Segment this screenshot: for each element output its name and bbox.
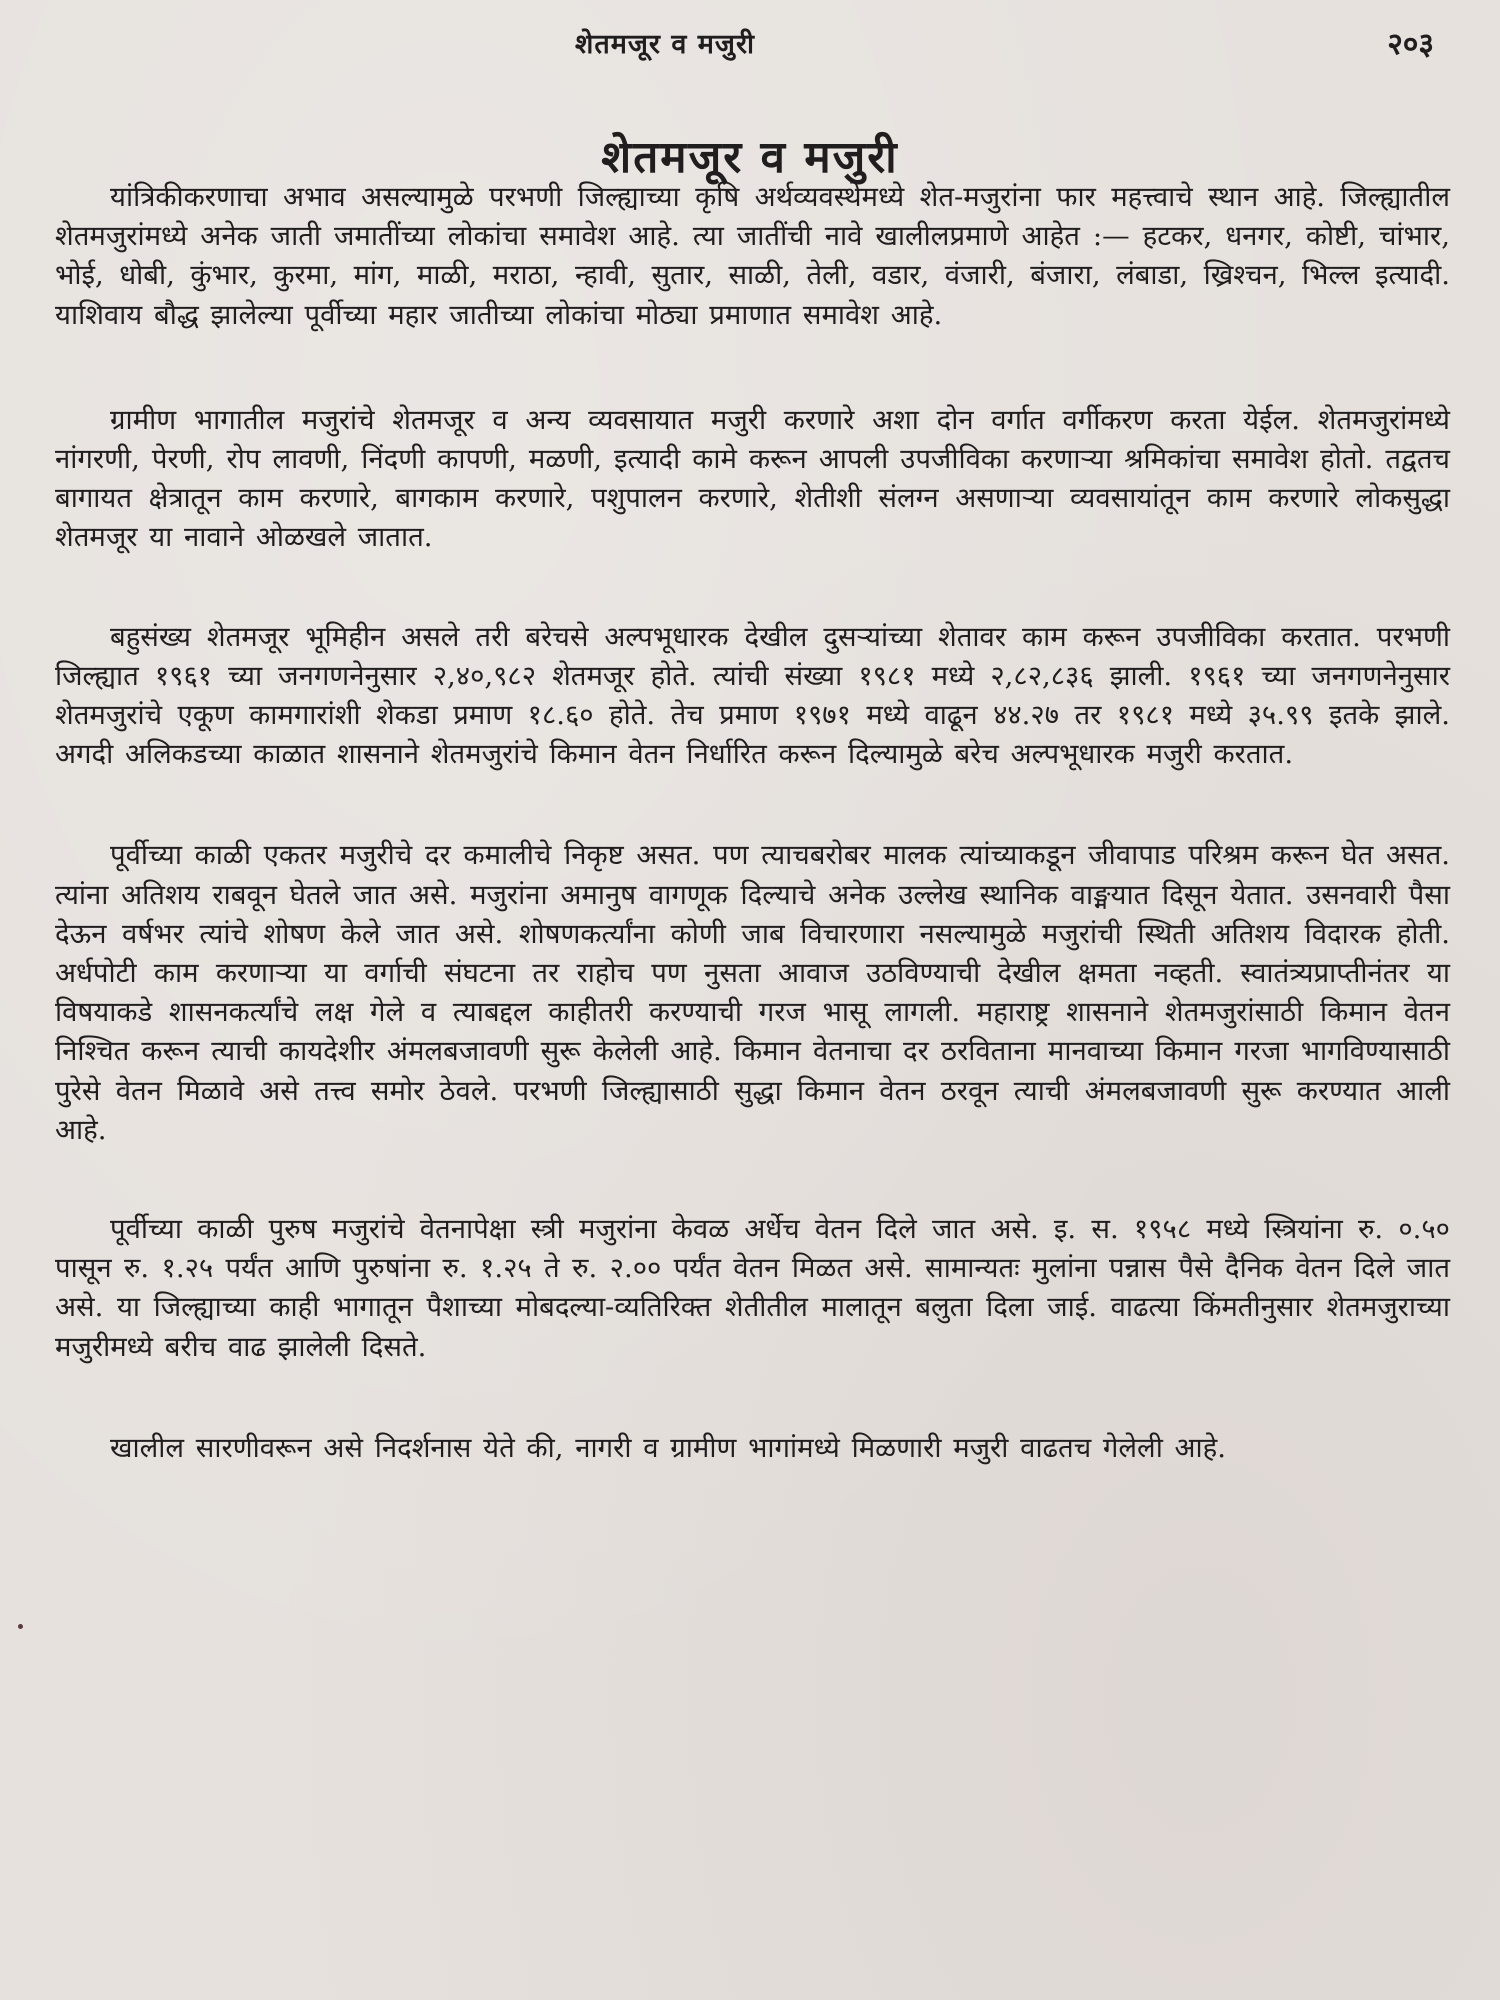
paragraph-1: यांत्रिकीकरणाचा अभाव असल्यामुळे परभणी जिल्ह्याच्या कृषि अर्थव्यवस्थेमध्ये शेत-मजुरांना फार महत्त्वाचे स्थान आहे. जिल्ह्यातील शेतमजुरांमध्ये अनेक जाती जमातींच्या लोकांचा समावेश आहे. त्या जातींची नावे खालीलप्रमाणे आहेत :— हटकर, धनगर, कोष्टी, चांभार, भोई, धोबी, कुंभार, कुरमा, मांग, माळी, मराठा, न्हावी, सुतार, साळी, तेली, वडार, वंजारी, बंजारा, लंबाडा, ख्रिश्चन, भिल्ल इत्यादी. याशिवाय बौद्ध झालेल्या पूर्वीच्या महार जातीच्या लोकांचा मोठ्या प्रमाणात समावेश आहे. bbox=[55, 181, 1450, 331]
paragraph-5: पूर्वीच्या काळी पुरुष मजुरांचे वेतनापेक्षा स्त्री मजुरांना केवळ अर्धेच वेतन दिले जात असे. इ. स. १९५८ मध्ये स्त्रियांना रु. ०.५० पासून रु. १.२५ पर्यंत आणि पुरुषांना रु. १.२५ ते रु. २.०० पर्यंत वेतन मिळत असे. सामान्यतः मुलांना पन्नास पैसे दैनिक वेतन दिले जात असे. या जिल्ह्याच्या काही भागातून पैशाच्या मोबदल्या-व्यतिरिक्त शेतीतील मालातून बलुता दिला जाई. वाढत्या किंमतीनुसार शेतमजुराच्या मजुरीमध्ये बरीच वाढ झालेली दिसते. bbox=[55, 1213, 1450, 1363]
paragraph-4: पूर्वीच्या काळी एकतर मजुरीचे दर कमालीचे निकृष्ट असत. पण त्याचबरोबर मालक त्यांच्याकडून जीवापाड परिश्रम करून घेत असत. त्यांना अतिशय राबवून घेतले जात असे. मजुरांना अमानुष वागणूक दिल्याचे अनेक उल्लेख स्थानिक वाङ्मयात दिसून येतात. उसनवारी पैसा देऊन वर्षभर त्यांचे शोषण केले जात असे. शोषणकर्त्यांना कोणी जाब विचारणारा नसल्यामुळे मजुरांची स्थिती अतिशय विदारक होती. अर्धपोटी काम करणाऱ्या या वर्गाची संघटना तर राहोच पण नुसता आवाज उठविण्याची देखील क्षमता नव्हती. स्वातंत्र्यप्राप्तीनंतर या विषयाकडे शासनकर्त्यांचे लक्ष गेले व त्याबद्दल काहीतरी करण्याची गरज भासू लागली. महाराष्ट्र शासनाने शेतमजुरांसाठी किमान वेतन निश्चित करून त्याची कायदेशीर अंमलबजावणी सुरू केलेली आहे. किमान वेतनाचा दर ठरविताना मानवाच्या किमान गरजा भागविण्यासाठी पुरेसे वेतन मिळावे असे तत्त्व समोर ठेवले. परभणी जिल्ह्यासाठी सुद्धा किमान वेतन ठरवून त्याची अंमलबजावणी सुरू करण्यात आली आहे. bbox=[55, 839, 1450, 1146]
running-header bbox=[0, 18, 1500, 68]
ink-speck bbox=[18, 1624, 23, 1629]
paragraph-6: खालील सारणीवरून असे निदर्शनास येते की, नागरी व ग्रामीण भागांमध्ये मिळणारी मजुरी वाढतच गेलेली आहे. bbox=[110, 1431, 1227, 1464]
page-title: शेतमजूर व मजुरी bbox=[601, 132, 899, 184]
body-text bbox=[55, 178, 1450, 1526]
paragraph-3: बहुसंख्य शेतमजूर भूमिहीन असले तरी बरेचसे अल्पभूधारक देखील दुसऱ्यांच्या शेतावर काम करून उपजीविका करतात. परभणी जिल्ह्यात १९६१ च्या जनगणनेनुसार २,४०,९८२ शेतमजूर होते. त्यांची संख्या १९८१ मध्ये २,८२,८३६ झाली. १९६१ च्या जनगणनेनुसार शेतमजुरांचे एकूण कामगारांशी शेकडा प्रमाण १८.६० होते. तेच प्रमाण १९७१ मध्ये वाढून ४४.२७ तर १९८१ मध्ये ३५.९९ इतके झाले. अगदी अलिकडच्या काळात शासनाने शेतमजुरांचे किमान वेतन निर्धारित करून दिल्यामुळे बरेच अल्पभूधारक मजुरी करतात. bbox=[55, 620, 1450, 771]
running-title: शेतमजूर व मजुरी bbox=[575, 29, 756, 60]
paragraph-2: ग्रामीण भागातील मजुरांचे शेतमजूर व अन्य व्यवसायात मजुरी करणारे अशा दोन वर्गात वर्गीकरण करता येईल. शेतमजुरांमध्ये नांगरणी, पेरणी, रोप लावणी, निंदणी कापणी, मळणी, इत्यादी कामे करून आपली उपजीविका करणाऱ्या श्रमिकांचा समावेश होतो. तद्वतच बागायत क्षेत्रातून काम करणारे, बागकाम करणारे, पशुपालन करणारे, शेतीशी संलग्न असणाऱ्या व्यवसायांतून काम करणारे लोकसुद्धा शेतमजूर या नावाने ओळखले जातात. bbox=[55, 403, 1450, 554]
page-number: २०३ bbox=[1387, 27, 1434, 62]
